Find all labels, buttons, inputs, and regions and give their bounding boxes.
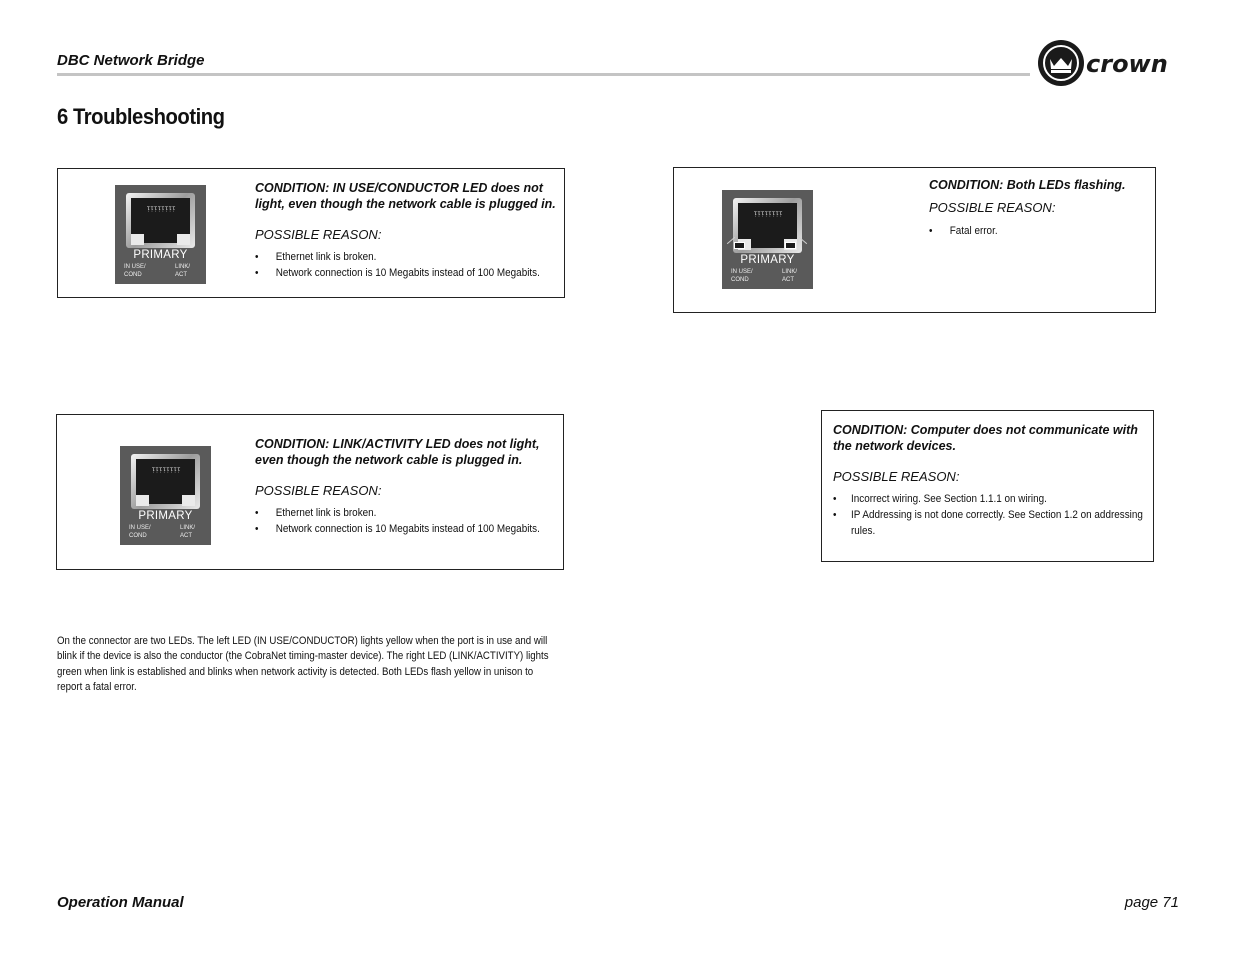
reason-item: • Ethernet link is broken. [255,249,530,265]
footer-manual-name: Operation Manual [57,894,184,911]
crown-logo [1036,38,1186,88]
port-name: PRIMARY [138,510,193,522]
section-title: 6 Troubleshooting [57,104,225,129]
reason-item: • Network connection is 10 Megabits instead of 100 Megabits. [255,265,530,281]
logo-wordmark: crown [1086,50,1168,78]
reason-item: • Incorrect wiring. See Section 1.1.1 on wiring. [833,491,1117,507]
condition-text: CONDITION: LINK/ACTIVITY LED does not light, even though the network cable is plugged in. [255,437,540,467]
troubleshoot-box-both-leds [673,167,1156,313]
condition-text: CONDITION: Both LEDs flashing. [929,178,1126,192]
ethernet-port-image: ᴉᴉᴉᴉᴉᴉᴉᴉ PRIMARY IN USE/ COND LINK/ ACT [120,446,211,545]
reason-item: • Ethernet link is broken. [255,505,530,521]
reason-item: • Fatal error. [929,223,1127,239]
reason-label: POSSIBLE REASON: [929,200,1056,215]
reason-label: POSSIBLE REASON: [255,227,382,242]
reason-label: POSSIBLE REASON: [255,483,382,498]
reason-item: • Network connection is 10 Megabits instead of 100 Megabits. [255,521,530,537]
troubleshoot-box-communication [821,410,1154,562]
led-left-flashing [734,242,745,249]
document-title: DBC Network Bridge [57,52,205,69]
condition-text: CONDITION: Computer does not communicate with the network devices. [833,423,1138,453]
troubleshoot-box-in-use [57,168,565,298]
ethernet-port-image: ᴉᴉᴉᴉᴉᴉᴉᴉ PRIMARY IN USE/ COND LINK/ ACT [115,185,206,284]
troubleshoot-box-link-activity [56,414,564,570]
ethernet-port-flashing-image: ᴉᴉᴉᴉᴉᴉᴉᴉ PRIMARY IN USE/ COND LINK/ ACT [722,190,813,289]
reason-label: POSSIBLE REASON: [833,469,960,484]
led-right-flashing [785,242,796,249]
condition-text: CONDITION: IN USE/CONDUCTOR LED does not light, even though the network cable is plugged in. [255,181,556,211]
header-rule [57,73,1030,76]
page-number: page 71 [1124,894,1179,911]
port-name: PRIMARY [740,254,795,266]
port-name: PRIMARY [133,249,188,261]
led-description-paragraph: On the connector are two LEDs. The left LED (IN USE/CONDUCTOR) lights yellow when the port is in use and will blink if the device is also the conductor (the CobraNet timing-master device). The right LED (LINK/ACTIVITY) lights green when link is established and blinks when network activity is detected. Both LEDs flash yellow in unison to report a fatal error. [57,635,549,693]
reason-item: • IP Addressing is not done correctly. See Section 1.2 on addressing rules. [833,507,1144,539]
